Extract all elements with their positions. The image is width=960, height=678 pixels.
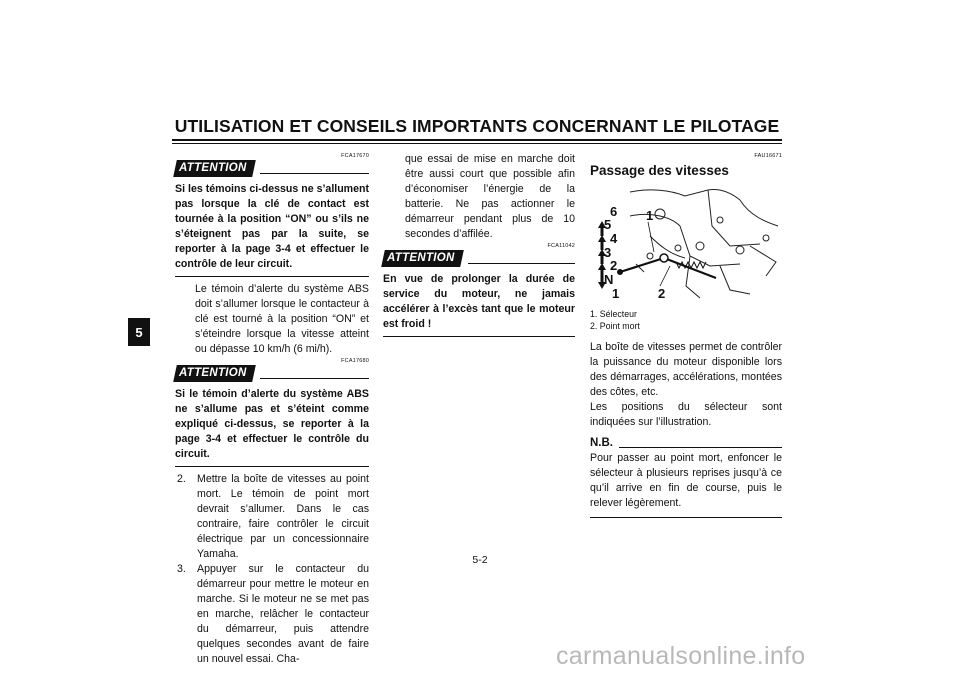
gear-label: 3 (604, 245, 612, 260)
chapter-tab: 5 (128, 318, 150, 346)
attention-text: Si le témoin d’alerte du système ABS ne s’allume pas et s’éteint comme expliqué ci-dessus, se reporter à la page 3-4 et effectuer le contrôle du circuit. (175, 388, 369, 460)
list-number: 3. (177, 563, 186, 575)
reference-code: FAU16671 (754, 153, 782, 159)
nb-end-rule (590, 517, 782, 518)
gear-label: 4 (610, 231, 618, 246)
page-title: UTILISATION ET CONSEILS IMPORTANTS CONCERNANT LE PILOTAGE (174, 116, 780, 136)
gear-shift-illustration (590, 186, 782, 302)
gear-label: N (604, 272, 614, 287)
attention-header (383, 250, 575, 267)
title-rule-thin (172, 143, 782, 144)
nb-text: Pour passer au point mort, enfoncer le sélecteur à plusieurs reprises jusqu’à ce qu’il arrive en fin de course, puis le relever légèrement. (590, 452, 782, 509)
attention-label: ATTENTION (173, 160, 255, 177)
column-right (590, 152, 782, 518)
abs-paragraph: Le témoin d’alerte du système ABS doit s’allumer lorsque le contacteur à clé est tourné à la position “ON” et s’éteindre lorsque la vitesse atteint ou dépasse 10 km/h (6 mi/h). (195, 283, 369, 355)
attention-header (175, 160, 369, 177)
attention-text: Si les témoins ci-dessus ne s’allument pas lorsque la clé de contact est tournée à la position “ON” ou s’ils ne s’éteignent pas par la suite, se reporter à la page 3-4 et effectuer le contrôle de leur circuit. (175, 183, 369, 270)
gear-shift-figure (590, 186, 782, 302)
body-paragraph: Les positions du sélecteur sont indiquées sur l’illustration. (590, 401, 782, 428)
callout-number: 1 (646, 208, 654, 223)
attention-label: ATTENTION (381, 250, 463, 267)
figure-caption (590, 308, 782, 332)
attention-end-rule (383, 336, 575, 337)
section-title: Passage des vitesses (590, 163, 729, 178)
gear-label: 5 (604, 217, 612, 232)
page-number: 5-2 (472, 554, 488, 566)
column-middle (383, 152, 575, 342)
reference-code: FCA17680 (341, 358, 369, 364)
continued-paragraph: que essai de mise en marche doit être aussi court que possible afin d’économiser l’énergie de la batterie. Ne pas actionner le démarreur pendant plus de 10 secondes d’affilée. (405, 153, 575, 240)
attention-end-rule (175, 466, 369, 467)
caption-item: 1. Sélecteur (590, 309, 637, 319)
attention-text: En vue de prolonger la durée de service du moteur, ne jamais accélérer à l’excès tant que le moteur est froid ! (383, 273, 575, 330)
nb-header (590, 436, 782, 451)
callout-number: 2 (658, 286, 666, 301)
attention-rule (468, 263, 575, 264)
gear-label: 2 (610, 258, 618, 273)
list-item (175, 562, 369, 667)
attention-rule (260, 173, 369, 174)
list-text: Appuyer sur le contacteur du démarreur pour mettre le moteur en marche. Si le moteur ne se met pas en marche, relâcher le contacteur du démarreur, puis attendre quelques secondes avant de faire un nouvel essai. Cha- (197, 563, 369, 665)
reference-code: FCA17670 (341, 153, 369, 159)
list-text: Mettre la boîte de vitesses au point mort. Le témoin de point mort devrait s’allumer. Dans le cas contraire, faire contrôler le circuit électrique par un concessionnaire Yamaha. (197, 473, 369, 560)
nb-rule (619, 447, 782, 448)
column-left (175, 152, 369, 667)
nb-label: N.B. (590, 437, 613, 449)
attention-label: ATTENTION (173, 365, 255, 382)
watermark: carmanualsonline.info (556, 642, 806, 670)
attention-rule (260, 378, 369, 379)
gear-label: 1 (612, 286, 620, 301)
gear-label: 6 (610, 204, 618, 219)
attention-header (175, 365, 369, 382)
attention-end-rule (175, 276, 369, 277)
reference-code: FCA11042 (547, 243, 575, 249)
body-paragraph: La boîte de vitesses permet de contrôler la puissance du moteur disponible lors des démarrages, accélérations, montées des côtes, etc. (590, 341, 782, 398)
list-number: 2. (177, 473, 186, 485)
title-rule (172, 139, 782, 141)
list-item (175, 472, 369, 562)
caption-item: 2. Point mort (590, 321, 640, 331)
